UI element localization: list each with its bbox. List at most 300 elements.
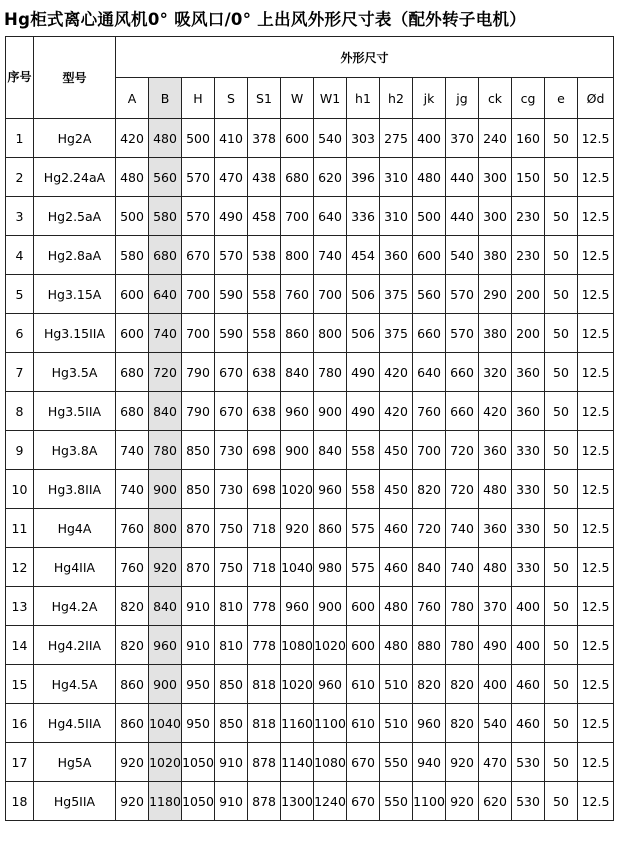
dimension-cell: 330 — [512, 548, 545, 587]
dimension-cell: 440 — [446, 197, 479, 236]
dimension-cell: 1050 — [182, 782, 215, 821]
dimension-cell: 360 — [512, 353, 545, 392]
dimension-cell: 50 — [545, 353, 578, 392]
dimension-cell: 670 — [182, 236, 215, 275]
dimension-cell: 800 — [314, 314, 347, 353]
dimension-cell: 50 — [545, 548, 578, 587]
dimension-cell: 818 — [248, 665, 281, 704]
dimension-cell: 480 — [116, 158, 149, 197]
header-row-group — [6, 37, 614, 78]
dimension-cell: 558 — [248, 314, 281, 353]
dimension-cell: 760 — [116, 548, 149, 587]
column-header: W1 — [314, 78, 347, 119]
dimension-cell: 960 — [149, 626, 182, 665]
dimension-cell: 396 — [347, 158, 380, 197]
seq-header: 序号 — [6, 37, 34, 119]
model-cell: Hg3.15A — [34, 275, 116, 314]
dimension-cell: 620 — [479, 782, 512, 821]
dimension-cell: 818 — [248, 704, 281, 743]
table-row — [6, 782, 614, 821]
dimension-cell: 660 — [446, 392, 479, 431]
dimension-cell: 670 — [347, 743, 380, 782]
dimension-cell: 454 — [347, 236, 380, 275]
table-row — [6, 275, 614, 314]
column-header: jg — [446, 78, 479, 119]
dimension-cell: 506 — [347, 275, 380, 314]
dimension-cell: 718 — [248, 548, 281, 587]
dimension-cell: 12.5 — [578, 509, 614, 548]
model-cell: Hg4A — [34, 509, 116, 548]
dimension-cell: 680 — [149, 236, 182, 275]
dimension-cell: 275 — [380, 119, 413, 158]
dimension-cell: 900 — [314, 392, 347, 431]
dimension-cell: 50 — [545, 509, 578, 548]
dimension-cell: 980 — [314, 548, 347, 587]
dimension-cell: 870 — [182, 509, 215, 548]
dimension-cell: 810 — [215, 587, 248, 626]
dimension-cell: 920 — [149, 548, 182, 587]
table-row — [6, 704, 614, 743]
dimension-cell: 300 — [479, 197, 512, 236]
column-header: jk — [413, 78, 446, 119]
dimension-cell: 670 — [215, 353, 248, 392]
dimension-cell: 1020 — [281, 665, 314, 704]
row-number: 8 — [6, 392, 34, 431]
dimension-cell: 820 — [116, 626, 149, 665]
dimension-cell: 920 — [116, 743, 149, 782]
dimension-cell: 420 — [380, 392, 413, 431]
dimension-table — [5, 36, 614, 821]
dimension-cell: 12.5 — [578, 314, 614, 353]
row-number: 5 — [6, 275, 34, 314]
dimension-cell: 370 — [446, 119, 479, 158]
dimension-cell: 910 — [182, 626, 215, 665]
model-cell: Hg2.24aA — [34, 158, 116, 197]
dimension-cell: 600 — [116, 314, 149, 353]
dimension-cell: 12.5 — [578, 353, 614, 392]
dimension-cell: 680 — [116, 392, 149, 431]
dimension-cell: 50 — [545, 431, 578, 470]
dimension-cell: 12.5 — [578, 236, 614, 275]
dimension-cell: 940 — [413, 743, 446, 782]
dimension-cell: 310 — [380, 158, 413, 197]
dimension-cell: 790 — [182, 353, 215, 392]
dimension-cell: 50 — [545, 470, 578, 509]
dimension-cell: 950 — [182, 704, 215, 743]
dimension-cell: 12.5 — [578, 431, 614, 470]
dimension-cell: 780 — [149, 431, 182, 470]
row-number: 10 — [6, 470, 34, 509]
dimension-cell: 510 — [380, 704, 413, 743]
dimension-cell: 360 — [479, 509, 512, 548]
dimension-cell: 303 — [347, 119, 380, 158]
dimension-cell: 50 — [545, 158, 578, 197]
column-header: h2 — [380, 78, 413, 119]
dimension-cell: 840 — [149, 392, 182, 431]
row-number: 9 — [6, 431, 34, 470]
column-header: e — [545, 78, 578, 119]
dimension-cell: 400 — [413, 119, 446, 158]
dimension-cell: 230 — [512, 197, 545, 236]
dimension-cell: 640 — [314, 197, 347, 236]
dimension-cell: 460 — [380, 548, 413, 587]
dimension-cell: 900 — [314, 587, 347, 626]
dimension-cell: 1020 — [281, 470, 314, 509]
dimension-cell: 878 — [248, 743, 281, 782]
dimension-cell: 12.5 — [578, 548, 614, 587]
dimension-cell: 570 — [215, 236, 248, 275]
dimension-cell: 850 — [182, 431, 215, 470]
dimension-cell: 12.5 — [578, 470, 614, 509]
dimension-cell: 50 — [545, 197, 578, 236]
dimension-cell: 50 — [545, 665, 578, 704]
dimension-cell: 680 — [116, 353, 149, 392]
dimension-cell: 920 — [446, 743, 479, 782]
dimension-cell: 570 — [446, 314, 479, 353]
dimension-cell: 700 — [182, 314, 215, 353]
row-number: 7 — [6, 353, 34, 392]
dimension-cell: 960 — [314, 665, 347, 704]
dimension-cell: 558 — [347, 470, 380, 509]
dimension-cell: 740 — [314, 236, 347, 275]
dimension-cell: 50 — [545, 782, 578, 821]
dimension-cell: 910 — [215, 782, 248, 821]
table-row — [6, 587, 614, 626]
dimension-cell: 600 — [116, 275, 149, 314]
dimension-cell: 870 — [182, 548, 215, 587]
dimension-cell: 400 — [479, 665, 512, 704]
dimension-cell: 12.5 — [578, 392, 614, 431]
dimension-cell: 336 — [347, 197, 380, 236]
dimension-cell: 440 — [446, 158, 479, 197]
dimension-cell: 750 — [215, 509, 248, 548]
dimension-cell: 400 — [512, 626, 545, 665]
dimension-cell: 450 — [380, 431, 413, 470]
row-number: 3 — [6, 197, 34, 236]
column-header: ck — [479, 78, 512, 119]
dimension-cell: 12.5 — [578, 158, 614, 197]
dimension-cell: 600 — [347, 587, 380, 626]
table-row — [6, 119, 614, 158]
row-number: 11 — [6, 509, 34, 548]
dimension-cell: 575 — [347, 509, 380, 548]
dimension-cell: 1020 — [314, 626, 347, 665]
dimension-cell: 700 — [182, 275, 215, 314]
dimension-cell: 12.5 — [578, 626, 614, 665]
dimension-cell: 740 — [116, 431, 149, 470]
dimension-cell: 480 — [380, 587, 413, 626]
dimension-cell: 230 — [512, 236, 545, 275]
dimension-cell: 600 — [281, 119, 314, 158]
row-number: 14 — [6, 626, 34, 665]
row-number: 6 — [6, 314, 34, 353]
dimension-cell: 720 — [149, 353, 182, 392]
dimension-cell: 700 — [281, 197, 314, 236]
dimension-cell: 740 — [446, 509, 479, 548]
model-cell: Hg3.5IIA — [34, 392, 116, 431]
dimension-cell: 420 — [380, 353, 413, 392]
table-row — [6, 353, 614, 392]
dimension-cell: 378 — [248, 119, 281, 158]
dimension-cell: 850 — [182, 470, 215, 509]
dimension-cell: 760 — [413, 587, 446, 626]
dimension-cell: 638 — [248, 353, 281, 392]
dimension-cell: 820 — [446, 665, 479, 704]
dimension-cell: 500 — [116, 197, 149, 236]
dimension-cell: 740 — [116, 470, 149, 509]
dimension-cell: 240 — [479, 119, 512, 158]
dimension-cell: 880 — [413, 626, 446, 665]
dimension-cell: 730 — [215, 470, 248, 509]
model-cell: Hg3.15IIA — [34, 314, 116, 353]
dimension-cell: 620 — [314, 158, 347, 197]
dimension-cell: 50 — [545, 704, 578, 743]
dimension-cell: 12.5 — [578, 782, 614, 821]
dimension-cell: 360 — [479, 431, 512, 470]
table-row — [6, 626, 614, 665]
dimension-cell: 310 — [380, 197, 413, 236]
dimension-cell: 12.5 — [578, 119, 614, 158]
dimension-cell: 540 — [314, 119, 347, 158]
dimension-cell: 490 — [347, 353, 380, 392]
column-header: S — [215, 78, 248, 119]
dimension-cell: 820 — [413, 665, 446, 704]
dimension-cell: 1180 — [149, 782, 182, 821]
model-cell: Hg4IIA — [34, 548, 116, 587]
dimension-cell: 670 — [215, 392, 248, 431]
dimension-cell: 460 — [512, 704, 545, 743]
dimension-cell: 590 — [215, 275, 248, 314]
dimension-cell: 760 — [413, 392, 446, 431]
dimension-cell: 1080 — [281, 626, 314, 665]
dimension-cell: 12.5 — [578, 743, 614, 782]
table-body — [6, 119, 614, 821]
dimension-cell: 1080 — [314, 743, 347, 782]
table-row — [6, 158, 614, 197]
dimension-cell: 480 — [380, 626, 413, 665]
dimension-cell: 720 — [446, 470, 479, 509]
dimension-cell: 570 — [182, 158, 215, 197]
model-cell: Hg4.2A — [34, 587, 116, 626]
table-row — [6, 197, 614, 236]
dimension-cell: 540 — [479, 704, 512, 743]
dimension-cell: 580 — [149, 197, 182, 236]
dimension-cell: 640 — [149, 275, 182, 314]
dimension-cell: 780 — [314, 353, 347, 392]
dimension-cell: 750 — [215, 548, 248, 587]
dimension-cell: 720 — [446, 431, 479, 470]
dimensions-group-header: 外形尺寸 — [116, 37, 614, 78]
dimension-cell: 640 — [413, 353, 446, 392]
dimension-cell: 420 — [116, 119, 149, 158]
model-cell: Hg3.8IIA — [34, 470, 116, 509]
model-cell: Hg2A — [34, 119, 116, 158]
dimension-cell: 12.5 — [578, 587, 614, 626]
dimension-cell: 12.5 — [578, 665, 614, 704]
dimension-cell: 680 — [281, 158, 314, 197]
table-row — [6, 548, 614, 587]
dimension-cell: 1100 — [413, 782, 446, 821]
dimension-cell: 380 — [479, 314, 512, 353]
dimension-cell: 330 — [512, 470, 545, 509]
dimension-cell: 720 — [413, 509, 446, 548]
dimension-cell: 900 — [281, 431, 314, 470]
model-cell: Hg3.8A — [34, 431, 116, 470]
column-header: H — [182, 78, 215, 119]
dimension-cell: 840 — [281, 353, 314, 392]
column-header: h1 — [347, 78, 380, 119]
dimension-cell: 850 — [215, 704, 248, 743]
dimension-cell: 560 — [149, 158, 182, 197]
dimension-cell: 200 — [512, 314, 545, 353]
dimension-cell: 1300 — [281, 782, 314, 821]
dimension-cell: 840 — [314, 431, 347, 470]
model-cell: Hg4.2IIA — [34, 626, 116, 665]
row-number: 18 — [6, 782, 34, 821]
dimension-cell: 50 — [545, 587, 578, 626]
dimension-cell: 660 — [413, 314, 446, 353]
dimension-cell: 1050 — [182, 743, 215, 782]
dimension-cell: 530 — [512, 743, 545, 782]
dimension-cell: 1100 — [314, 704, 347, 743]
dimension-cell: 558 — [248, 275, 281, 314]
dimension-cell: 660 — [446, 353, 479, 392]
dimension-cell: 480 — [413, 158, 446, 197]
dimension-cell: 330 — [512, 509, 545, 548]
column-header: W — [281, 78, 314, 119]
dimension-cell: 560 — [413, 275, 446, 314]
dimension-cell: 610 — [347, 665, 380, 704]
dimension-cell: 550 — [380, 782, 413, 821]
dimension-cell: 1040 — [281, 548, 314, 587]
dimension-cell: 50 — [545, 314, 578, 353]
row-number: 1 — [6, 119, 34, 158]
dimension-cell: 50 — [545, 392, 578, 431]
dimension-cell: 670 — [347, 782, 380, 821]
dimension-cell: 780 — [446, 626, 479, 665]
dimension-cell: 1040 — [149, 704, 182, 743]
table-row — [6, 392, 614, 431]
dimension-cell: 778 — [248, 626, 281, 665]
dimension-cell: 778 — [248, 587, 281, 626]
dimension-cell: 610 — [347, 704, 380, 743]
dimension-cell: 370 — [479, 587, 512, 626]
dimension-cell: 730 — [215, 431, 248, 470]
table-header — [6, 37, 614, 119]
dimension-cell: 920 — [446, 782, 479, 821]
dimension-cell: 760 — [281, 275, 314, 314]
dimension-cell: 810 — [215, 626, 248, 665]
table-row — [6, 665, 614, 704]
dimension-cell: 480 — [149, 119, 182, 158]
table-row — [6, 431, 614, 470]
dimension-cell: 450 — [380, 470, 413, 509]
dimension-cell: 700 — [314, 275, 347, 314]
dimension-cell: 50 — [545, 236, 578, 275]
dimension-cell: 960 — [314, 470, 347, 509]
dimension-cell: 300 — [479, 158, 512, 197]
dimension-cell: 840 — [149, 587, 182, 626]
dimension-cell: 12.5 — [578, 704, 614, 743]
table-row — [6, 314, 614, 353]
dimension-cell: 480 — [479, 548, 512, 587]
model-cell: Hg5A — [34, 743, 116, 782]
dimension-cell: 718 — [248, 509, 281, 548]
model-cell: Hg3.5A — [34, 353, 116, 392]
dimension-cell: 920 — [281, 509, 314, 548]
column-header: A — [116, 78, 149, 119]
row-number: 16 — [6, 704, 34, 743]
dimension-cell: 490 — [479, 626, 512, 665]
column-header: S1 — [248, 78, 281, 119]
model-cell: Hg4.5IIA — [34, 704, 116, 743]
model-cell: Hg5IIA — [34, 782, 116, 821]
dimension-cell: 12.5 — [578, 275, 614, 314]
column-header: Ød — [578, 78, 614, 119]
dimension-cell: 820 — [116, 587, 149, 626]
dimension-cell: 575 — [347, 548, 380, 587]
column-header: cg — [512, 78, 545, 119]
dimension-cell: 960 — [281, 392, 314, 431]
dimension-cell: 600 — [413, 236, 446, 275]
dimension-cell: 160 — [512, 119, 545, 158]
dimension-cell: 500 — [413, 197, 446, 236]
row-number: 4 — [6, 236, 34, 275]
table-row — [6, 470, 614, 509]
dimension-cell: 700 — [413, 431, 446, 470]
dimension-cell: 50 — [545, 743, 578, 782]
dimension-cell: 538 — [248, 236, 281, 275]
dimension-cell: 12.5 — [578, 197, 614, 236]
dimension-cell: 1160 — [281, 704, 314, 743]
dimension-cell: 638 — [248, 392, 281, 431]
dimension-cell: 740 — [149, 314, 182, 353]
dimension-cell: 420 — [479, 392, 512, 431]
model-cell: Hg2.5aA — [34, 197, 116, 236]
dimension-cell: 740 — [446, 548, 479, 587]
dimension-cell: 200 — [512, 275, 545, 314]
dimension-cell: 50 — [545, 119, 578, 158]
dimension-cell: 580 — [116, 236, 149, 275]
dimension-cell: 840 — [413, 548, 446, 587]
dimension-cell: 360 — [380, 236, 413, 275]
dimension-cell: 570 — [446, 275, 479, 314]
dimension-cell: 920 — [116, 782, 149, 821]
dimension-cell: 506 — [347, 314, 380, 353]
dimension-cell: 698 — [248, 470, 281, 509]
dimension-cell: 910 — [215, 743, 248, 782]
dimension-cell: 860 — [116, 665, 149, 704]
model-cell: Hg4.5A — [34, 665, 116, 704]
dimension-cell: 480 — [479, 470, 512, 509]
model-header: 型号 — [34, 37, 116, 119]
dimension-cell: 490 — [215, 197, 248, 236]
dimension-cell: 150 — [512, 158, 545, 197]
dimension-cell: 1020 — [149, 743, 182, 782]
dimension-cell: 410 — [215, 119, 248, 158]
table-row — [6, 236, 614, 275]
dimension-cell: 360 — [512, 392, 545, 431]
dimension-cell: 460 — [512, 665, 545, 704]
dimension-cell: 960 — [281, 587, 314, 626]
dimension-cell: 500 — [182, 119, 215, 158]
dimension-cell: 698 — [248, 431, 281, 470]
table-row — [6, 743, 614, 782]
dimension-cell: 860 — [314, 509, 347, 548]
dimension-cell: 950 — [182, 665, 215, 704]
dimension-cell: 380 — [479, 236, 512, 275]
row-number: 17 — [6, 743, 34, 782]
